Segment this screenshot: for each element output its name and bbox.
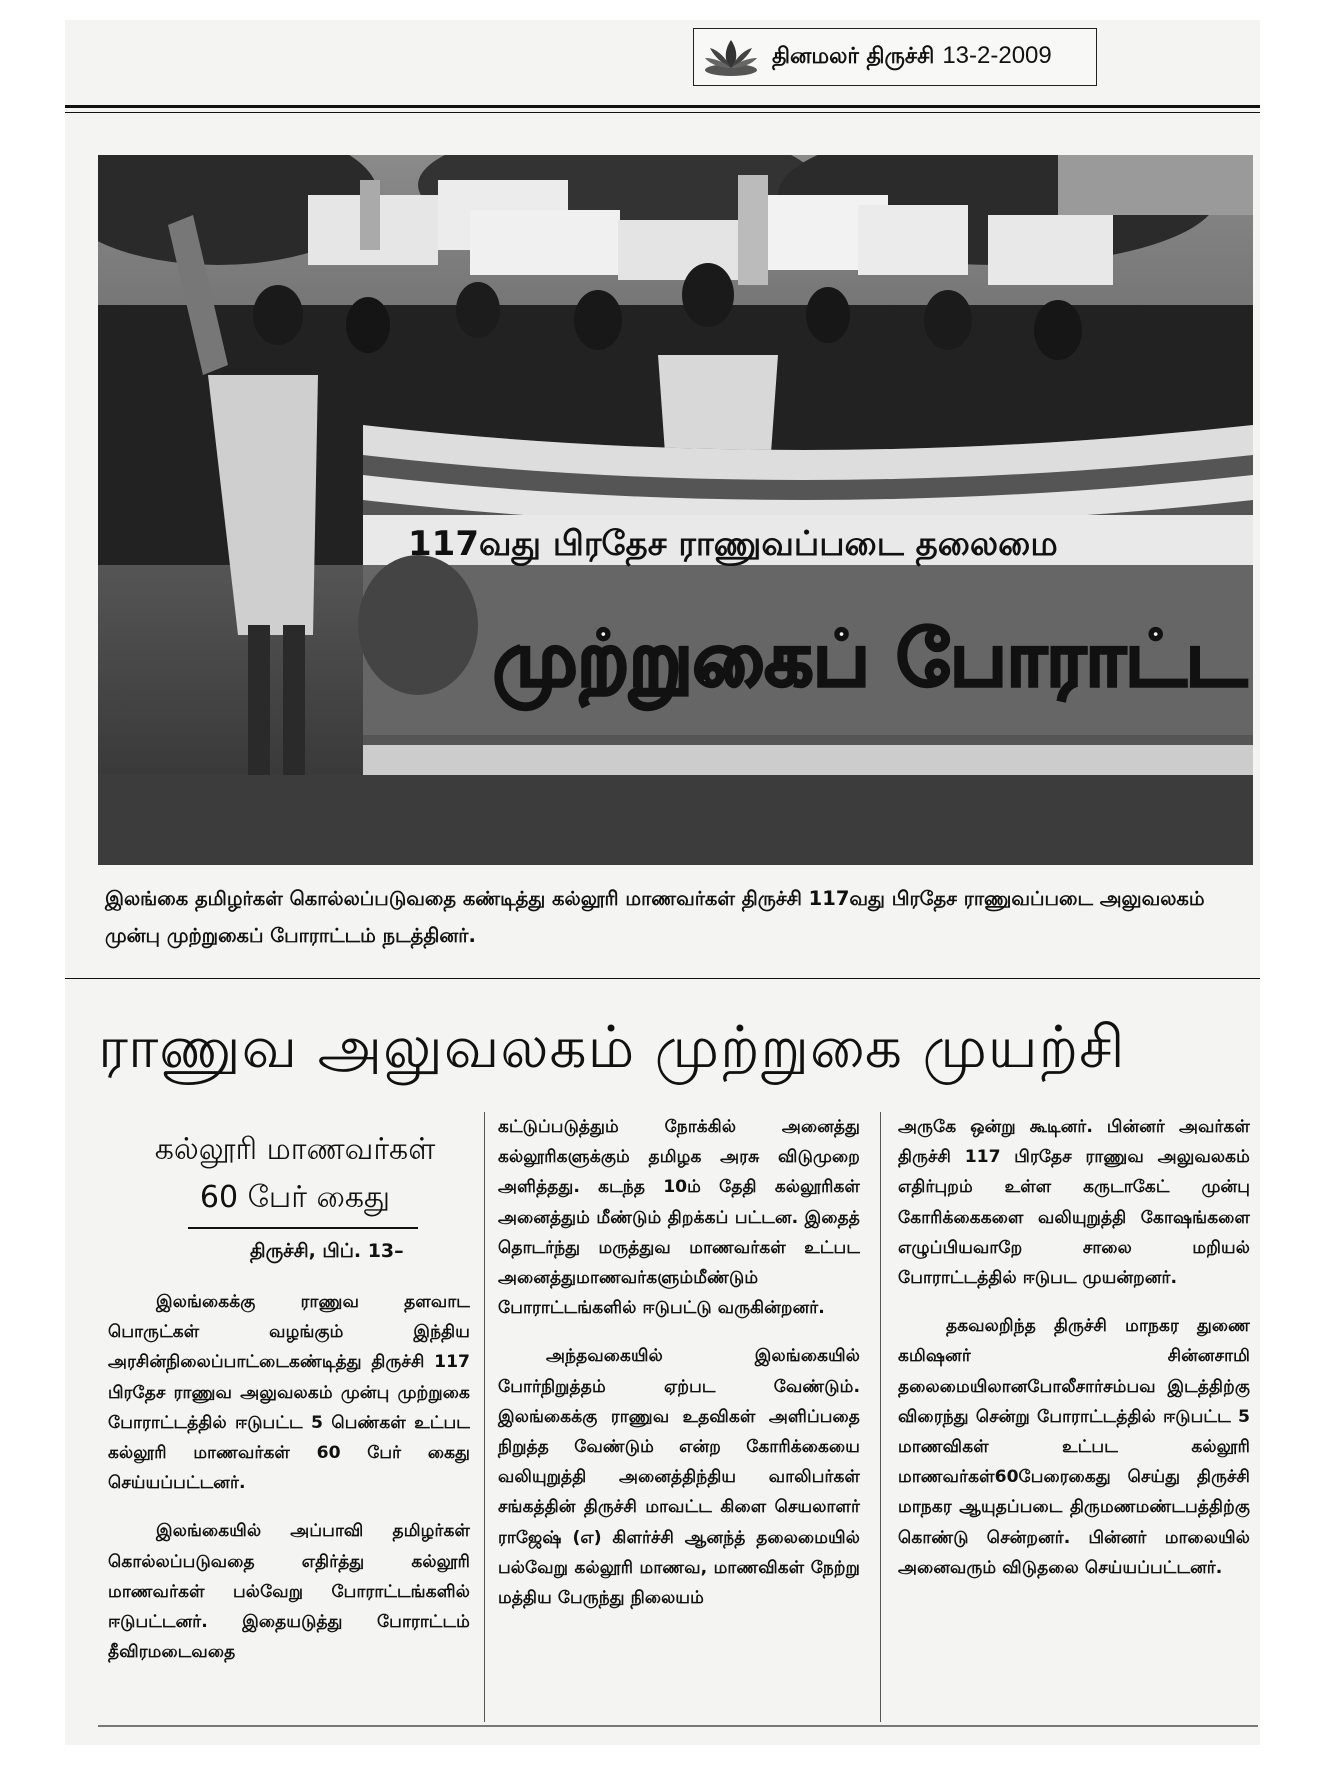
subhead-line-2: 60 பேர் கைது [199, 1180, 391, 1215]
photo-illustration [98, 155, 1253, 865]
headline: ராணுவ அலுவலகம் முற்றுகை முயற்சி [98, 1013, 1126, 1081]
photo-caption: இலங்கை தமிழர்கள் கொல்லப்படுவதை கண்டித்து கல்லூரி மாணவர்கள் திருச்சி 117வது பிரதேச ராணுவப்படை அலுவலகம் முன்பு முற்றுகைப் போராட்டம் நடத்தினர். [105, 887, 1205, 947]
lotus-logo-icon [702, 34, 760, 80]
banner-title: 117வது பிரதேச ராணுவப்படை தலைமை [408, 524, 1058, 564]
edition-date: 13-2-2009 [942, 42, 1052, 69]
paper-name: தினமலர் திருச்சி [772, 44, 935, 69]
article-column-3 [898, 1112, 1250, 1601]
protest-photo [98, 155, 1253, 865]
subhead-line-1: கல்லூரி மாணவர்கள் [154, 1132, 436, 1167]
dateline: திருச்சி, பிப். 13– [250, 1240, 404, 1262]
column-divider [880, 1112, 881, 1722]
paragraph: கட்டுப்படுத்தும் நோக்கில் அனைத்து கல்லூரிகளுக்கும் தமிழக அரசு விடுமுறை அளித்தது. கடந்த 10ம் தேதி கல்லூரிகள் அனைத்தும் மீண்டும் திறக்கப் பட்டன. இதைத் தொடர்ந்து மருத்துவ மாணவர்கள் உட்பட அனைத்துமாணவர்களும்மீண்டும் போராட்டங்களில் ஈடுபட்டு வருகின்றனர். [498, 1117, 860, 1319]
footer-rule [98, 1725, 1258, 1727]
subhead [125, 1126, 465, 1222]
article-column-1 [108, 1287, 470, 1685]
banner-slogan: முற்றுகைப் போராட்ட [493, 614, 1247, 703]
paragraph: அருகே ஒன்று கூடினர். பின்னர் அவர்கள் திருச்சி 117 பிரதேச ராணுவ அலுவலகம் எதிர்புறம் உள்ள கருடாகேட் முன்பு கோரிக்கைகளை வலியுறுத்தி கோஷங்களை எழுப்பியவாறே சாலை மறியல் போராட்டத்தில் ஈடுபட முயன்றனர். [898, 1117, 1250, 1289]
caption-rule [65, 978, 1260, 979]
subhead-underline [188, 1227, 418, 1229]
header-rule-thin [65, 112, 1260, 113]
paragraph: இலங்கையில் அப்பாவி தமிழர்கள் கொல்லப்படுவதை எதிர்த்து கல்லூரி மாணவர்கள் பல்வேறு போராட்டங்களில் ஈடுபட்டனர். இதையடுத்து போராட்டம் தீவிரமடைவதை [108, 1521, 470, 1663]
column-divider [484, 1112, 485, 1722]
header-rule [65, 105, 1260, 108]
paragraph: அந்தவகையில் இலங்கையில் போர்நிறுத்தம் ஏற்பட வேண்டும். இலங்கைக்கு ராணுவ உதவிகள் அளிப்பதை நிறுத்த வேண்டும் என்ற கோரிக்கையை வலியுறுத்தி அனைத்திந்திய வாலிபர்கள் சங்கத்தின் திருச்சி மாவட்ட கிளை செயலாளர் ராஜேஷ் (எ) கிளர்ச்சி ஆனந்த் தலைமையில் பல்வேறு கல்லூரி மாணவ, மாணவிகள் நேற்று மத்திய பேருந்து நிலையம் [498, 1346, 860, 1609]
article-column-2 [498, 1112, 860, 1631]
paragraph: இலங்கைக்கு ராணுவ தளவாட பொருட்கள் வழங்கும் இந்திய அரசின்நிலைப்பாட்டைகண்டித்து திருச்சி 117 பிரதேச ராணுவ அலுவலகம் முன்பு முற்றுகை போராட்டத்தில் ஈடுபட்ட 5 பெண்கள் உட்பட கல்லூரி மாணவர்கள் 60 பேர் கைது செய்யப்பட்டனர். [108, 1292, 470, 1494]
paragraph: தகவலறிந்த திருச்சி மாநகர துணை கமிஷனர் சின்னசாமி தலைமையிலானபோலீசார்சம்பவ இடத்திற்கு விரைந்து சென்று போராட்டத்தில் ஈடுபட்ட 5 மாணவிகள் உட்பட கல்லூரி மாணவர்கள்60பேரைகைது செய்து திருச்சி மாநகர ஆயுதப்படை திருமணமண்டபத்திற்கு கொண்டு சென்றனர். பின்னர் மாலையில் அனைவரும் விடுதலை செய்யப்பட்டனர். [898, 1316, 1250, 1578]
masthead [693, 28, 1097, 86]
